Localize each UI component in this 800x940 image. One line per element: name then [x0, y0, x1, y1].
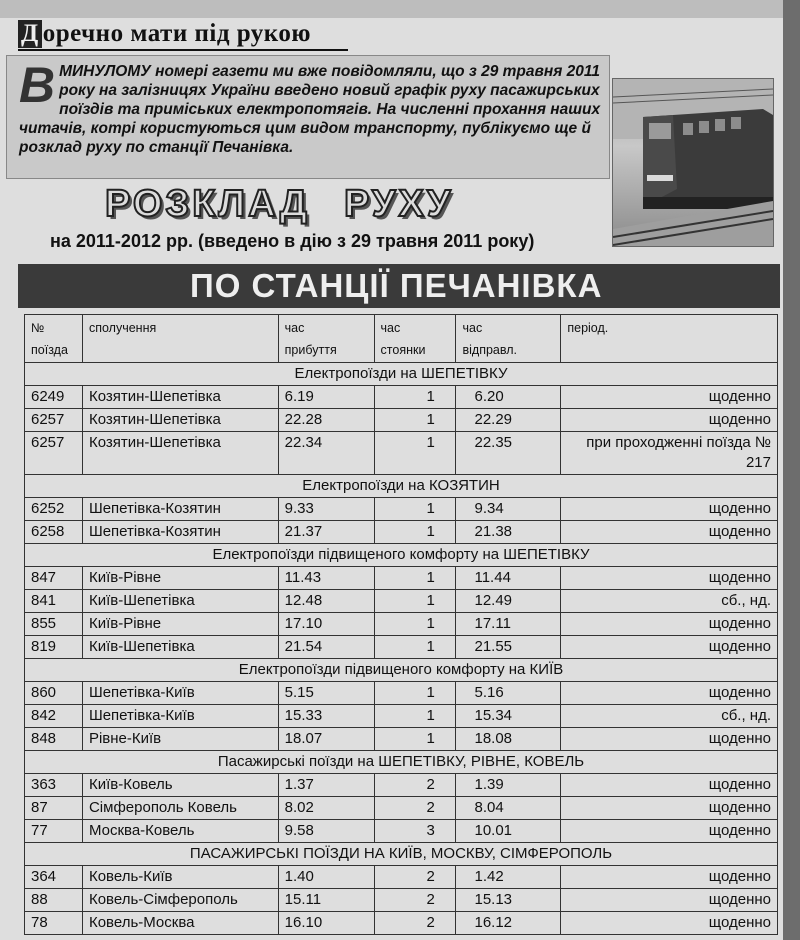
cell-dep: 18.08 [456, 728, 561, 751]
schedule-subtitle: на 2011-2012 рр. (введено в дію з 29 травня 2011 року) [50, 231, 535, 251]
cell-dep: 6.20 [456, 386, 561, 409]
intro-box [6, 55, 610, 179]
cell-period: щоденно [561, 820, 778, 843]
cell-arr: 15.33 [278, 705, 374, 728]
section-title: Пасажирські поїзди на ШЕПЕТІВКУ, РІВНЕ, КОВЕЛЬ [25, 751, 778, 774]
cell-arr: 5.15 [278, 682, 374, 705]
cell-arr: 1.37 [278, 774, 374, 797]
cell-dep: 12.49 [456, 590, 561, 613]
cell-num: 842 [25, 705, 83, 728]
cell-period: щоденно [561, 866, 778, 889]
cell-stay: 2 [374, 797, 456, 820]
table-row [25, 728, 778, 751]
section-title: Електропоїзди на КОЗЯТИН [25, 475, 778, 498]
cell-route: Рівне-Київ [82, 728, 278, 751]
cell-route: Шепетівка-Козятин [82, 498, 278, 521]
cell-route: Козятин-Шепетівка [82, 409, 278, 432]
cell-period: щоденно [561, 912, 778, 935]
table-row [25, 521, 778, 544]
cell-route: Шепетівка-Київ [82, 705, 278, 728]
cell-dep: 21.38 [456, 521, 561, 544]
cell-period: щоденно [561, 774, 778, 797]
cell-dep: 9.34 [456, 498, 561, 521]
section-header-row [25, 659, 778, 682]
table-row [25, 432, 778, 475]
table-row [25, 498, 778, 521]
section-header-row [25, 843, 778, 866]
header-stop: час стоянки [374, 315, 456, 363]
cell-num: 819 [25, 636, 83, 659]
cell-period: щоденно [561, 636, 778, 659]
cell-arr: 6.19 [278, 386, 374, 409]
cell-route: Київ-Ковель [82, 774, 278, 797]
cell-stay: 1 [374, 521, 456, 544]
station-banner-text: ПО СТАНЦІЇ ПЕЧАНІВКА [190, 267, 603, 304]
cell-stay: 1 [374, 409, 456, 432]
cell-num: 78 [25, 912, 83, 935]
top-strip [0, 0, 800, 18]
cell-stay: 1 [374, 682, 456, 705]
cell-stay: 2 [374, 774, 456, 797]
cell-route: Ковель-Москва [82, 912, 278, 935]
cell-stay: 2 [374, 912, 456, 935]
cell-num: 847 [25, 567, 83, 590]
cell-num: 363 [25, 774, 83, 797]
section-title: Електропоїзди на ШЕПЕТІВКУ [25, 363, 778, 386]
cell-period: щоденно [561, 613, 778, 636]
cell-num: 87 [25, 797, 83, 820]
heading-text: оречно мати під рукою [42, 20, 311, 47]
cell-stay: 2 [374, 889, 456, 912]
cell-dep: 5.16 [456, 682, 561, 705]
cell-period: щоденно [561, 409, 778, 432]
cell-route: Ковель-Сімферополь [82, 889, 278, 912]
cell-route: Київ-Шепетівка [82, 590, 278, 613]
table-row [25, 590, 778, 613]
table-row [25, 866, 778, 889]
table-row [25, 705, 778, 728]
cell-period: щоденно [561, 797, 778, 820]
cell-period: сб., нд. [561, 590, 778, 613]
cell-num: 6252 [25, 498, 83, 521]
cell-dep: 22.35 [456, 432, 561, 475]
cell-num: 841 [25, 590, 83, 613]
intro-text: МИНУЛОМУ номері газети ми вже повідомляли, що з 29 травня 2011 року на залізницях України введено новий графік руху пасажирських поїздів та приміських електропотягів. На численні прохання наших читачів, котрі користуються цим видом транспорту, публікуємо ще й розклад руху по станції Печанівка. [19, 63, 601, 156]
header-period: період. [561, 315, 778, 363]
header-departure: час відправл. [456, 315, 561, 363]
table-row [25, 386, 778, 409]
cell-dep: 16.12 [456, 912, 561, 935]
cell-arr: 18.07 [278, 728, 374, 751]
right-edge-bar [783, 0, 800, 940]
section-header-row [25, 363, 778, 386]
cell-stay: 1 [374, 728, 456, 751]
section-title: Електропоїзди підвищеного комфорту на ШЕПЕТІВКУ [25, 544, 778, 567]
cell-period: щоденно [561, 386, 778, 409]
cell-route: Ковель-Київ [82, 866, 278, 889]
header-arrival: час прибуття [278, 315, 374, 363]
cell-dep: 1.42 [456, 866, 561, 889]
cell-route: Шепетівка-Київ [82, 682, 278, 705]
cell-stay: 1 [374, 498, 456, 521]
schedule-title [105, 183, 453, 226]
locomotive-photo [612, 78, 774, 247]
section-header-row [25, 475, 778, 498]
table-row [25, 636, 778, 659]
table-row [25, 774, 778, 797]
cell-route: Шепетівка-Козятин [82, 521, 278, 544]
cell-arr: 22.34 [278, 432, 374, 475]
cell-arr: 16.10 [278, 912, 374, 935]
cell-dep: 21.55 [456, 636, 561, 659]
schedule-table [24, 314, 778, 935]
cell-arr: 9.58 [278, 820, 374, 843]
cell-stay: 2 [374, 866, 456, 889]
cell-stay: 1 [374, 567, 456, 590]
table-row [25, 889, 778, 912]
cell-route: Козятин-Шепетівка [82, 386, 278, 409]
cell-route: Київ-Рівне [82, 613, 278, 636]
intro-dropcap: В [19, 57, 56, 113]
cell-route: Київ-Шепетівка [82, 636, 278, 659]
cell-arr: 21.54 [278, 636, 374, 659]
schedule-title-word2: РУХУ [344, 183, 454, 225]
cell-num: 855 [25, 613, 83, 636]
cell-dep: 10.01 [456, 820, 561, 843]
section-title: ПАСАЖИРСЬКІ ПОЇЗДИ НА КИЇВ, МОСКВУ, СІМФЕРОПОЛЬ [25, 843, 778, 866]
section-header-row [25, 544, 778, 567]
cell-num: 860 [25, 682, 83, 705]
cell-dep: 22.29 [456, 409, 561, 432]
cell-arr: 9.33 [278, 498, 374, 521]
section-title: Електропоїзди підвищеного комфорту на КИЇВ [25, 659, 778, 682]
locomotive-illustration [613, 79, 773, 246]
cell-route: Київ-Рівне [82, 567, 278, 590]
cell-period: при проходженні поїзда № 217 [561, 432, 778, 475]
cell-stay: 3 [374, 820, 456, 843]
cell-period: щоденно [561, 889, 778, 912]
cell-arr: 8.02 [278, 797, 374, 820]
cell-arr: 11.43 [278, 567, 374, 590]
table-row [25, 613, 778, 636]
cell-stay: 1 [374, 386, 456, 409]
cell-route: Москва-Ковель [82, 820, 278, 843]
intro-paragraph [19, 57, 609, 157]
heading-underline [18, 49, 348, 51]
cell-period: щоденно [561, 498, 778, 521]
cell-num: 6258 [25, 521, 83, 544]
cell-stay: 1 [374, 432, 456, 475]
cell-stay: 1 [374, 636, 456, 659]
cell-period: сб., нд. [561, 705, 778, 728]
schedule-title-word1: РОЗКЛАД [105, 183, 310, 225]
cell-dep: 8.04 [456, 797, 561, 820]
table-row [25, 912, 778, 935]
cell-period: щоденно [561, 728, 778, 751]
cell-period: щоденно [561, 682, 778, 705]
cell-num: 88 [25, 889, 83, 912]
table-row [25, 820, 778, 843]
table-row [25, 567, 778, 590]
station-banner [18, 264, 780, 308]
cell-stay: 1 [374, 613, 456, 636]
cell-arr: 21.37 [278, 521, 374, 544]
heading-cap-letter: Д [18, 20, 42, 48]
cell-num: 6257 [25, 409, 83, 432]
cell-arr: 22.28 [278, 409, 374, 432]
cell-stay: 1 [374, 705, 456, 728]
cell-num: 848 [25, 728, 83, 751]
cell-route: Сімферополь Ковель [82, 797, 278, 820]
cell-period: щоденно [561, 567, 778, 590]
header-train-number: № поїзда [25, 315, 83, 363]
cell-arr: 1.40 [278, 866, 374, 889]
cell-dep: 15.34 [456, 705, 561, 728]
cell-dep: 15.13 [456, 889, 561, 912]
cell-dep: 17.11 [456, 613, 561, 636]
section-header-row [25, 751, 778, 774]
cell-stay: 1 [374, 590, 456, 613]
table-row [25, 682, 778, 705]
cell-num: 6249 [25, 386, 83, 409]
header-route: сполучення [82, 315, 278, 363]
cell-route: Козятин-Шепетівка [82, 432, 278, 475]
cell-arr: 15.11 [278, 889, 374, 912]
cell-arr: 12.48 [278, 590, 374, 613]
cell-num: 364 [25, 866, 83, 889]
cell-num: 6257 [25, 432, 83, 475]
cell-dep: 1.39 [456, 774, 561, 797]
table-row [25, 797, 778, 820]
section-heading [18, 20, 311, 48]
cell-arr: 17.10 [278, 613, 374, 636]
cell-dep: 11.44 [456, 567, 561, 590]
table-header-row [25, 315, 778, 363]
table-row [25, 409, 778, 432]
cell-period: щоденно [561, 521, 778, 544]
cell-num: 77 [25, 820, 83, 843]
